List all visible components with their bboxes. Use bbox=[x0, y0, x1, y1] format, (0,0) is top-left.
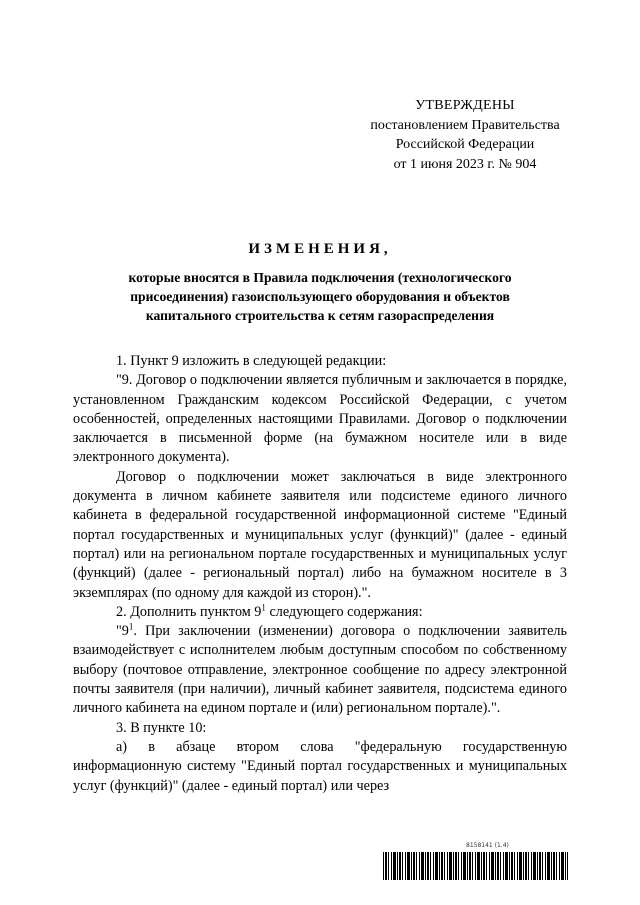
paragraph-3: Договор о подключении может заключаться в виде электронного документа в личном кабинете заявителя или подсистеме единого личного кабинета в федеральной государственной информационной системе "Единый портал государственных и муниципальных услуг (функций)" (далее - единый портал) или на региональном портале государственных и муниципальных услуг (функций) (далее - региональный портал) либо на бумажном носителе в 3 экземплярах (по одному для каждой из сторон).". bbox=[73, 468, 567, 601]
barcode bbox=[383, 852, 568, 880]
paragraph-7: а) в абзаце втором слова "федеральную государственную информационную систему "Единый портал государственных и муниципальных услуг (функций)" (далее - единый портал) или через bbox=[73, 738, 567, 794]
document-subtitle: которые вносятся в Правила подключения (технологического присоединения) газоиспользующего оборудования и объектов капитального строительства к сетям газораспределения bbox=[128, 270, 512, 323]
paragraph-2: "9. Договор о подключении является публичным и заключается в порядке, установленном Гражданским кодексом Российской Федерации, с учетом особенностей, определенных настоящими Правилами. Договор о подключении заключается в письменной форме (на бумажном носителе или в виде электронного документа). bbox=[73, 372, 567, 466]
paragraph-5 bbox=[73, 622, 567, 718]
paragraph-5-text: "9 bbox=[116, 623, 129, 640]
document-title: ИЗМЕНЕНИЯ, bbox=[248, 241, 392, 257]
superscript: 1 bbox=[128, 621, 134, 632]
superscript: 1 bbox=[261, 602, 266, 613]
document-body bbox=[73, 352, 567, 796]
approval-block bbox=[330, 96, 600, 174]
paragraph-4 bbox=[73, 603, 567, 622]
paragraph-4-text: 2. Дополнить пунктом 9 bbox=[116, 603, 262, 620]
approval-line-3: от 1 июня 2023 г. № 904 bbox=[393, 156, 537, 172]
approval-line-1: постановлением Правительства bbox=[370, 117, 560, 133]
paragraph-5-text-end: . При заключении (изменении) договора о подключении заявитель взаимодействует с исполнителем любым доступным способом по собственному выбору (почтовое отправление, электронное сообщение по адресу электронной почты заявителя (при наличии), личный кабинет заявителя, подсистема единого личного кабинета на едином портале и (или) региональном портале).". bbox=[73, 623, 567, 717]
approval-heading: УТВЕРЖДЕНЫ bbox=[415, 98, 515, 113]
barcode-label: 8158141 (1.4) bbox=[466, 842, 509, 849]
paragraph-6: 3. В пункте 10: bbox=[116, 719, 207, 736]
paragraph-1: 1. Пункт 9 изложить в следующей редакции: bbox=[116, 353, 387, 369]
approval-line-2: Российской Федерации bbox=[395, 137, 535, 152]
paragraph-4-text-end: следующего содержания: bbox=[265, 603, 423, 620]
